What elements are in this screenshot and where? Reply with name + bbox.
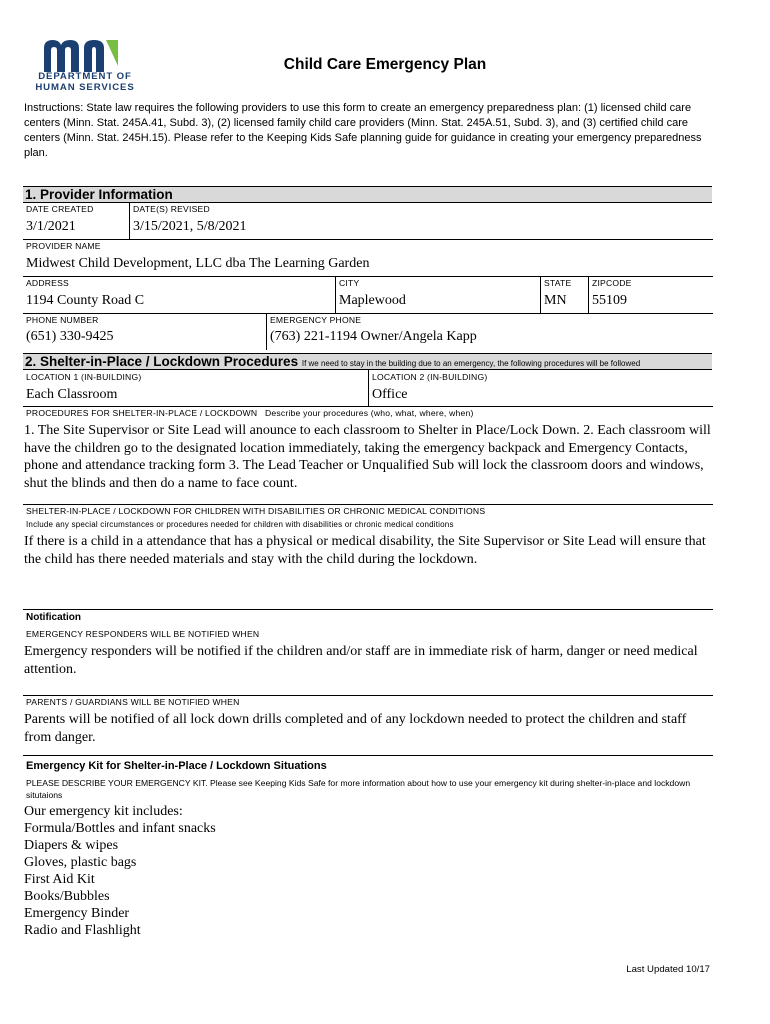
zipcode-field[interactable]: 55109 [592,293,627,308]
divider [23,695,713,696]
divider [23,504,713,505]
kit-item: First Aid Kit [24,872,95,887]
divider [540,276,541,313]
notification-heading: Notification [26,612,81,623]
divider [23,239,713,240]
divider [266,313,267,350]
state-label: STATE [544,278,572,288]
city-label: CITY [339,278,360,288]
emergency-kit-heading: Emergency Kit for Shelter-in-Place / Lockdown Situations [26,760,327,772]
procedures-label: PROCEDURES FOR SHELTER-IN-PLACE / LOCKDOWN Describe your procedures (who, what, where, when) [26,408,474,418]
instructions: Instructions: State law requires the following providers to use this form to create an emergency preparedness plan: (1) licensed child care centers (Minn. Stat. 245A.41, Subd. 3), (2) licensed family child care providers (Minn. Stat. 245A.51, Subd. 3), and (3) certified child care centers (Minn. Stat. 245H.15). Please refer to the Keeping Kids Safe planning guide for guidance in creating your emergency preparedness plan. [24,102,702,159]
page-title: Child Care Emergency Plan [283,56,487,73]
responders-field[interactable]: Emergency responders will be notified if the children and/or staff are in immediate risk of harm, danger or need medical attention. [24,644,698,677]
kit-item: Formula/Bottles and infant snacks [24,821,216,836]
date-created-field[interactable]: 3/1/2021 [26,219,76,234]
procedures-field[interactable]: 1. The Site Supervisor or Site Lead will anounce to each classroom to Shelter in Place/Lock Down. 2. Each classroom will have the children go to the designated location immediately, taking the emergency backpack and Emergency Contacts, phone and attendance tracking form 3. The Lead Teacher or Unqualified Sub will lock the classroom doors and windows, shut the blinds and then do a name to face count. [24,423,711,491]
kit-item: Emergency Binder [24,906,130,921]
divider [23,276,713,277]
parents-field[interactable]: Parents will be notified of all lock down drills completed and of any lockdown needed to protect the children and staff from danger. [24,712,687,745]
disabilities-field[interactable]: If there is a child in a attendance that has a physical or medical disability, the Site Supervisor or Site Lead will ensure that the child has there needed materials and stay with the child during the lockdown. [24,534,706,567]
divider [23,406,713,407]
kit-item: Our emergency kit includes: [24,804,183,819]
divider [129,203,130,240]
dates-revised-field[interactable]: 3/15/2021, 5/8/2021 [133,219,247,234]
divider [588,276,589,313]
kit-item: Diapers & wipes [24,838,119,853]
location2-field[interactable]: Office [372,387,408,402]
emergency-kit-description: PLEASE DESCRIBE YOUR EMERGENCY KIT. Please see Keeping Kids Safe for more information about how to use your emergency kit during shelter-in-place and lockdown situtaions [26,778,691,800]
emergency-phone-label: EMERGENCY PHONE [270,315,362,325]
date-created-label: DATE CREATED [26,204,94,214]
phone-label: PHONE NUMBER [26,315,99,325]
kit-item: Radio and Flashlight [24,923,141,938]
section-title: 2. Shelter-in-Place / Lockdown Procedures [25,354,299,369]
org-name: DEPARTMENT OF HUMAN SERVICES [35,71,135,93]
address-label: ADDRESS [26,278,69,288]
divider [335,276,336,313]
dates-revised-label: DATE(S) REVISED [133,204,210,214]
disabilities-label: SHELTER-IN-PLACE / LOCKDOWN FOR CHILDREN WITH DISABILITIES OR CHRONIC MEDICAL CONDITIONS [26,506,486,516]
divider [368,370,369,407]
disabilities-description: Include any special circumstances or procedures needed for children with disabilities or chronic medical conditions [26,520,454,529]
state-field[interactable]: MN [544,293,567,308]
responders-label: EMERGENCY RESPONDERS WILL BE NOTIFIED WHEN [26,629,260,639]
parents-label: PARENTS / GUARDIANS WILL BE NOTIFIED WHEN [26,697,240,707]
emergency-kit-field[interactable] [24,803,714,939]
divider [23,755,713,756]
city-field[interactable]: Maplewood [339,293,406,308]
provider-name-field[interactable]: Midwest Child Development, LLC dba The Learning Garden [26,256,370,271]
location1-field[interactable]: Each Classroom [26,387,118,402]
last-updated: Last Updated 10/17 [626,964,710,975]
section-shelter-in-place [23,353,712,370]
divider [23,313,713,314]
address-field[interactable]: 1194 County Road C [26,293,145,308]
location1-label: LOCATION 1 (IN-BUILDING) [26,372,142,382]
phone-field[interactable]: (651) 330-9425 [26,329,114,344]
provider-name-label: PROVIDER NAME [26,241,101,251]
kit-item: Books/Bubbles [24,889,110,904]
kit-item: Gloves, plastic bags [24,855,137,870]
section-description: If we need to stay in the building due to an emergency, the following procedures will be followed [301,359,641,368]
divider [23,609,713,610]
zipcode-label: ZIPCODE [592,278,632,288]
location2-label: LOCATION 2 (IN-BUILDING) [372,372,488,382]
emergency-phone-field[interactable]: (763) 221-1194 Owner/Angela Kapp [270,329,477,344]
section-provider-info: 1. Provider Information [23,186,712,203]
